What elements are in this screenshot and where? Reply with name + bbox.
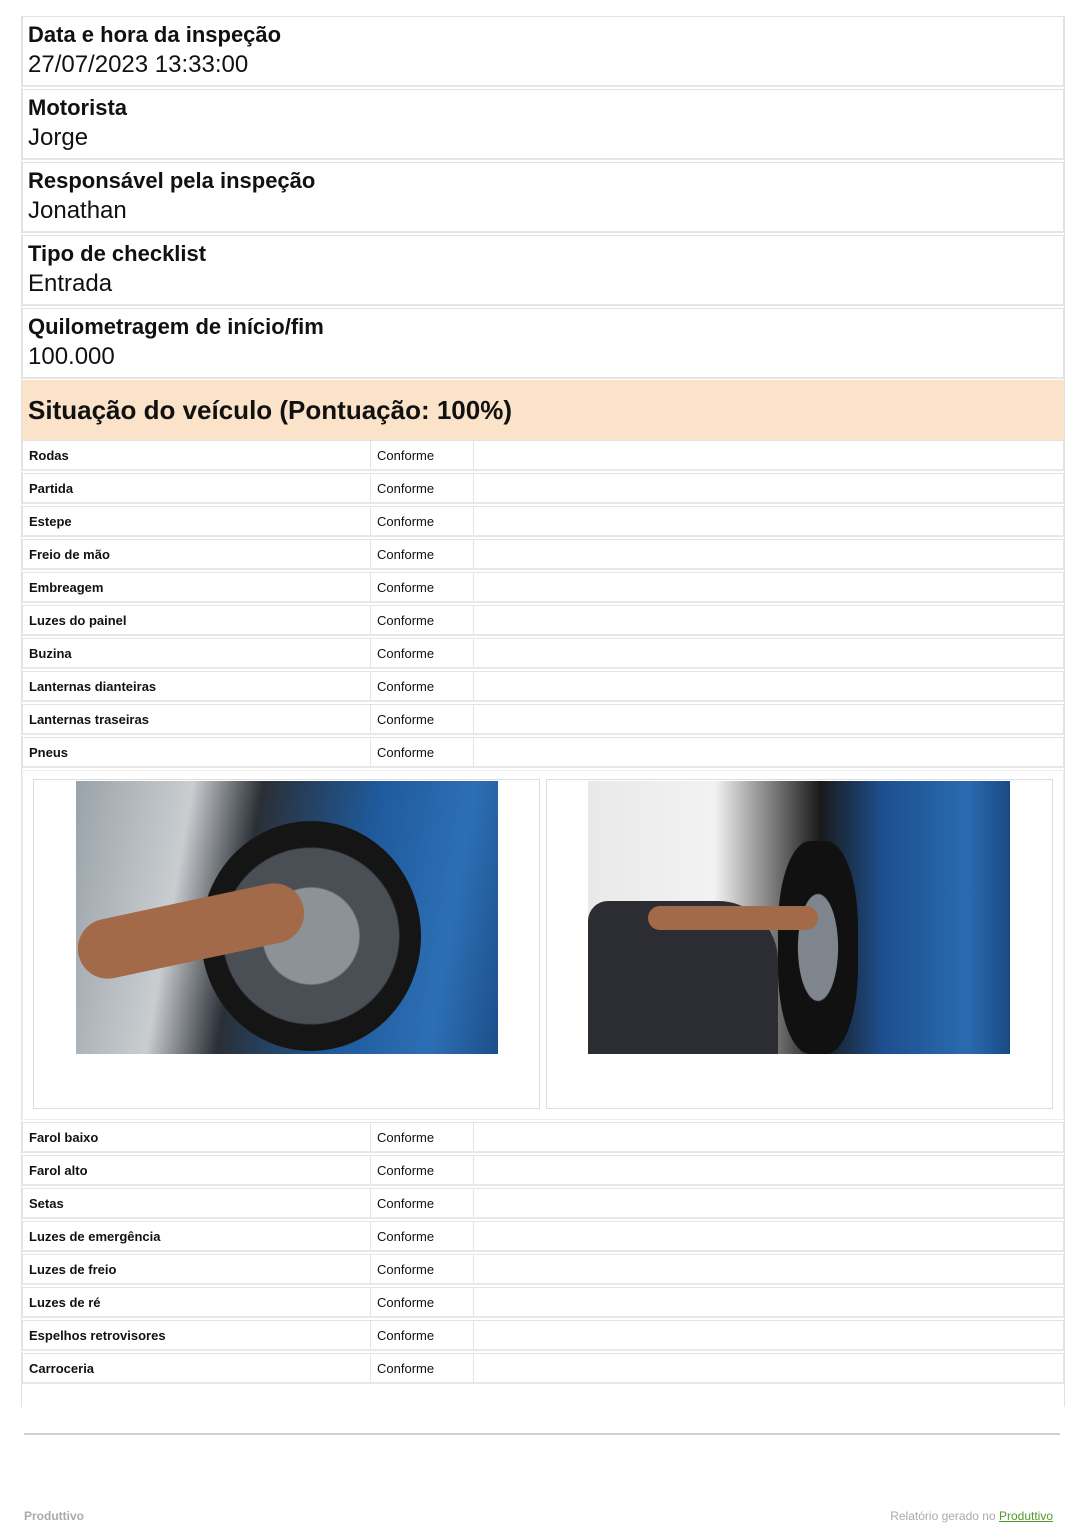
item-status: Conforme: [371, 705, 474, 733]
item-notes: [474, 639, 1063, 667]
tire-photo-1[interactable]: [76, 781, 498, 1054]
info-field: [22, 89, 1064, 160]
field-value: Entrada: [28, 270, 113, 297]
item-notes: [474, 1189, 1063, 1217]
section-title: Situação do veículo (Pontuação: 100%): [22, 380, 1064, 440]
item-status: Conforme: [371, 606, 474, 634]
item-notes: [474, 507, 1063, 535]
checklist-row: [22, 1221, 1064, 1252]
item-status: Conforme: [371, 573, 474, 601]
item-notes: [474, 1354, 1063, 1382]
checklist-row: [22, 1287, 1064, 1318]
item-status: Conforme: [371, 507, 474, 535]
checklist-row: [22, 1122, 1064, 1153]
item-status: Conforme: [371, 1354, 474, 1382]
item-notes: [474, 606, 1063, 634]
field-label: Tipo de checklist: [28, 241, 207, 266]
item-notes: [474, 705, 1063, 733]
checklist-row: [22, 1155, 1064, 1186]
field-value: Jorge: [28, 124, 89, 151]
item-notes: [474, 540, 1063, 568]
photo-frame[interactable]: [33, 779, 540, 1109]
item-notes: [474, 1288, 1063, 1316]
item-notes: [474, 1222, 1063, 1250]
item-status: Conforme: [371, 1123, 474, 1151]
checklist-row: [22, 539, 1064, 570]
item-name: Estepe: [23, 507, 371, 535]
checklist-row: [22, 1353, 1064, 1384]
field-label: Quilometragem de início/fim: [28, 314, 324, 339]
item-name: Luzes do painel: [23, 606, 371, 634]
item-status: Conforme: [371, 441, 474, 469]
item-name: Espelhos retrovisores: [23, 1321, 371, 1349]
checklist-row: [22, 1254, 1064, 1285]
info-field: [22, 235, 1064, 306]
item-status: Conforme: [371, 1321, 474, 1349]
checklist-row: [22, 638, 1064, 669]
item-name: Carroceria: [23, 1354, 371, 1382]
item-name: Pneus: [23, 738, 371, 766]
item-name: Freio de mão: [23, 540, 371, 568]
item-notes: [474, 738, 1063, 766]
tire-photo-2[interactable]: [588, 781, 1010, 1054]
item-name: Farol baixo: [23, 1123, 371, 1151]
produttivo-link[interactable]: Produttivo: [998, 1509, 1053, 1523]
item-status: Conforme: [371, 1189, 474, 1217]
item-status: Conforme: [371, 1222, 474, 1250]
info-field: [22, 16, 1064, 87]
item-status: Conforme: [371, 1156, 474, 1184]
checklist-row: [22, 671, 1064, 702]
item-name: Buzina: [23, 639, 371, 667]
footer-brand: Produttivo: [24, 1509, 84, 1523]
footer-credit: [890, 1509, 1053, 1523]
checklist-row: [22, 1188, 1064, 1219]
item-status: Conforme: [371, 1255, 474, 1283]
item-name: Lanternas dianteiras: [23, 672, 371, 700]
info-field: [22, 308, 1064, 379]
field-label: Responsável pela inspeção: [28, 168, 316, 193]
item-status: Conforme: [371, 738, 474, 766]
item-status: Conforme: [371, 639, 474, 667]
item-notes: [474, 672, 1063, 700]
field-label: Data e hora da inspeção: [28, 22, 282, 47]
field-value: 27/07/2023 13:33:00: [28, 51, 249, 78]
item-status: Conforme: [371, 1288, 474, 1316]
photo-gallery: [22, 770, 1064, 1120]
checklist-row: [22, 440, 1064, 471]
item-status: Conforme: [371, 672, 474, 700]
item-status: Conforme: [371, 474, 474, 502]
item-name: Embreagem: [23, 573, 371, 601]
item-notes: [474, 1321, 1063, 1349]
item-status: Conforme: [371, 540, 474, 568]
checklist-row: [22, 737, 1064, 768]
footer-credit-text: Relatório gerado no: [890, 1509, 996, 1523]
item-name: Luzes de ré: [23, 1288, 371, 1316]
item-notes: [474, 573, 1063, 601]
item-name: Setas: [23, 1189, 371, 1217]
checklist-row: [22, 1320, 1064, 1351]
field-value: 100.000: [28, 343, 115, 370]
item-notes: [474, 1123, 1063, 1151]
item-notes: [474, 1156, 1063, 1184]
checklist-row: [22, 473, 1064, 504]
item-name: Partida: [23, 474, 371, 502]
item-name: Rodas: [23, 441, 371, 469]
item-notes: [474, 474, 1063, 502]
info-field: [22, 162, 1064, 233]
item-name: Farol alto: [23, 1156, 371, 1184]
checklist-row: [22, 605, 1064, 636]
item-notes: [474, 1255, 1063, 1283]
item-name: Lanternas traseiras: [23, 705, 371, 733]
checklist-row: [22, 572, 1064, 603]
item-name: Luzes de freio: [23, 1255, 371, 1283]
field-label: Motorista: [28, 95, 127, 120]
checklist-row: [22, 506, 1064, 537]
item-notes: [474, 441, 1063, 469]
photo-frame[interactable]: [546, 779, 1053, 1109]
checklist-row: [22, 704, 1064, 735]
footer-divider: [24, 1433, 1060, 1435]
field-value: Jonathan: [28, 197, 127, 224]
inspection-report: [21, 16, 1065, 1407]
item-name: Luzes de emergência: [23, 1222, 371, 1250]
